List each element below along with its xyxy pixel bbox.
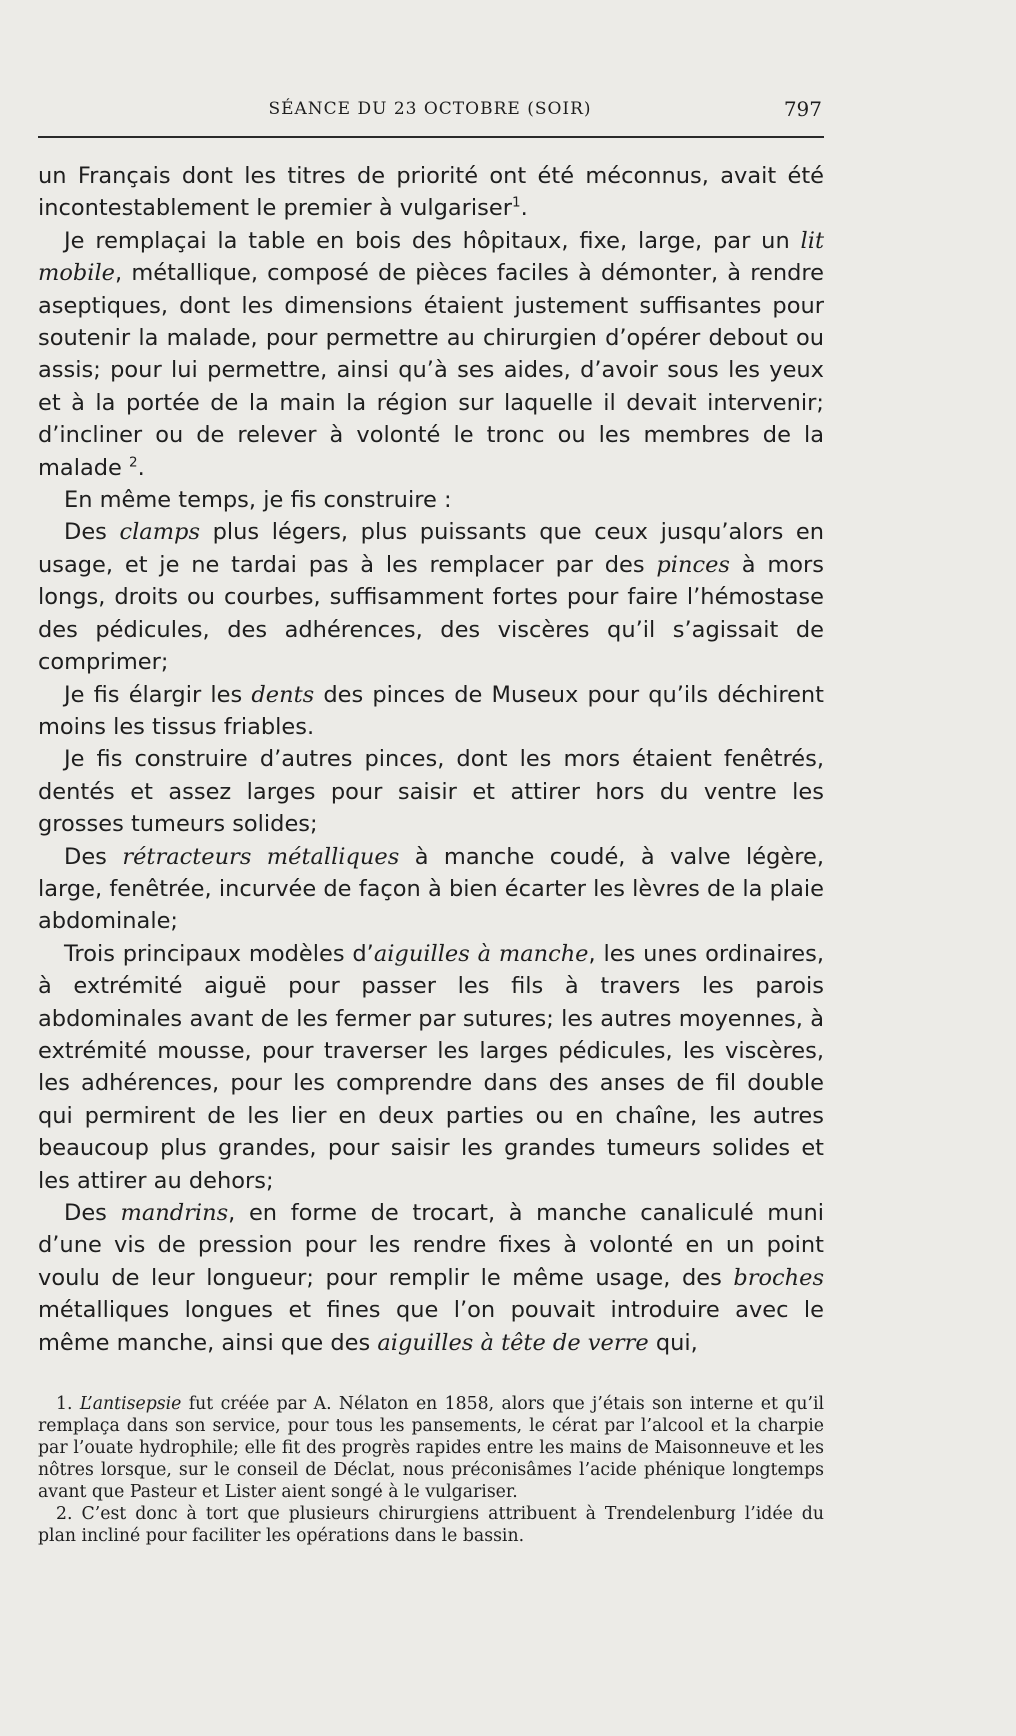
paragraph: Je remplaçai la table en bois des hôpitaux, fixe, large, par un lit mobile, métallique, composé de pièces faciles à démonter, à rendre aseptiques, dont les dimensions étaient justement suffisantes pour soutenir la malade, pour permettre au chirurgien d’opérer debout ou assis; pour lui permettre, ainsi qu’à ses aides, d’avoir sous les yeux et à la portée de la main la région sur laquelle il devait intervenir; d’incliner ou de relever à volonté le tronc ou les membres de la malade $^2$. [38, 227, 824, 481]
paragraph: Des clamps plus légers, plus puissants que ceux jusqu’alors en usage, et je ne tardai pas à les remplacer par des pinces à mors longs, droits ou courbes, suffisamment fortes pour faire l’hémostase des pédicules, des adhérences, des viscères qu’il s’agissait de comprimer; [38, 519, 825, 676]
footnote: 1. L’antisepsie fut créée par A. Nélaton en 1858, alors que j’étais son interne et qu’il remplaça dans son service, pour tous les pansements, le cérat par l’alcool et la charpie par l’ouate hydrophile; elle fit des progrès rapides entre les mains de Maisonneuve et les nôtres lorsque, sur le conseil de Déclat, nous préconisâmes l’acide phénique longtemps avant que Pasteur et Lister aient songé à le vulgariser. [38, 1394, 824, 1502]
italic-term: lit mobile [38, 227, 824, 287]
main-text [38, 160, 824, 1359]
paragraph: Je fis construire d’autres pinces, dont les mors étaient fenêtrés, dentés et assez larges pour saisir et attirer hors du ventre les grosses tumeurs solides; [38, 746, 824, 838]
header-rule [38, 136, 824, 138]
page-number: 797 [783, 97, 822, 121]
paragraph: En même temps, je fis construire : [64, 487, 452, 514]
italic-term: rétracteurs métalliques [122, 843, 400, 870]
footnotes [38, 1393, 824, 1547]
italic-term: broches [733, 1264, 825, 1291]
footnote: 2. C’est donc à tort que plusieurs chirurgiens attribuent à Trendelenburg l’idée du plan incliné pour faciliter les opérations dans le bassin. [38, 1504, 824, 1546]
page-header [38, 97, 822, 125]
footnote-number: 1. [56, 1394, 73, 1414]
footnote-number: 2. [56, 1504, 73, 1524]
italic-term: pinces [656, 551, 730, 578]
footnote-ref: 2 [129, 454, 138, 471]
running-title: SÉANCE DU 23 OCTOBRE (SOIR) [268, 99, 592, 119]
italic-term: L’antisepsie [79, 1394, 182, 1414]
italic-term: aiguilles à manche [373, 940, 589, 967]
italic-term: mandrins [120, 1200, 229, 1226]
paragraph: un Français dont les titres de priorité ont été méconnus, avait été incontestablement le premier à vulgariser$^1$. [38, 163, 824, 222]
paragraph: Trois principaux modèles d’aiguilles à manche, les unes ordinaires, à extrémité aiguë pour passer les fils à travers les parois abdominales avant de les fermer par sutures; les autres moyennes, à extrémité mousse, pour traverser les larges pédicules, les viscères, les adhérences, pour les comprendre dans des anses de fil double qui permirent de les lier en deux parties ou en chaîne, les autres beaucoup plus grandes, pour saisir les grandes tumeurs solides et les attirer au dehors; [38, 940, 825, 1194]
paragraph: Je fis élargir les dents des pinces de Museux pour qu’ils déchirent moins les tissus friables. [38, 681, 825, 740]
paragraph: Des mandrins, en forme de trocart, à manche canaliculé muni d’une vis de pression pour les rendre fixes à volonté en un point voulu de leur longueur; pour remplir le même usage, des broches métalliques longues et fines que l’on pouvait introduire avec le même manche, ainsi que des aiguilles à tête de verre qui, [38, 1200, 825, 1356]
paragraph: Des rétracteurs métalliques à manche coudé, à valve légère, large, fenêtrée, incurvée de façon à bien écarter les lèvres de la plaie abdominale; [38, 843, 825, 935]
footnote-separator [38, 1380, 824, 1381]
footnote-ref: 1 [511, 194, 521, 211]
italic-term: dents [251, 681, 315, 708]
italic-term: clamps [119, 519, 200, 546]
italic-term: aiguilles à tête de verre [377, 1329, 649, 1356]
